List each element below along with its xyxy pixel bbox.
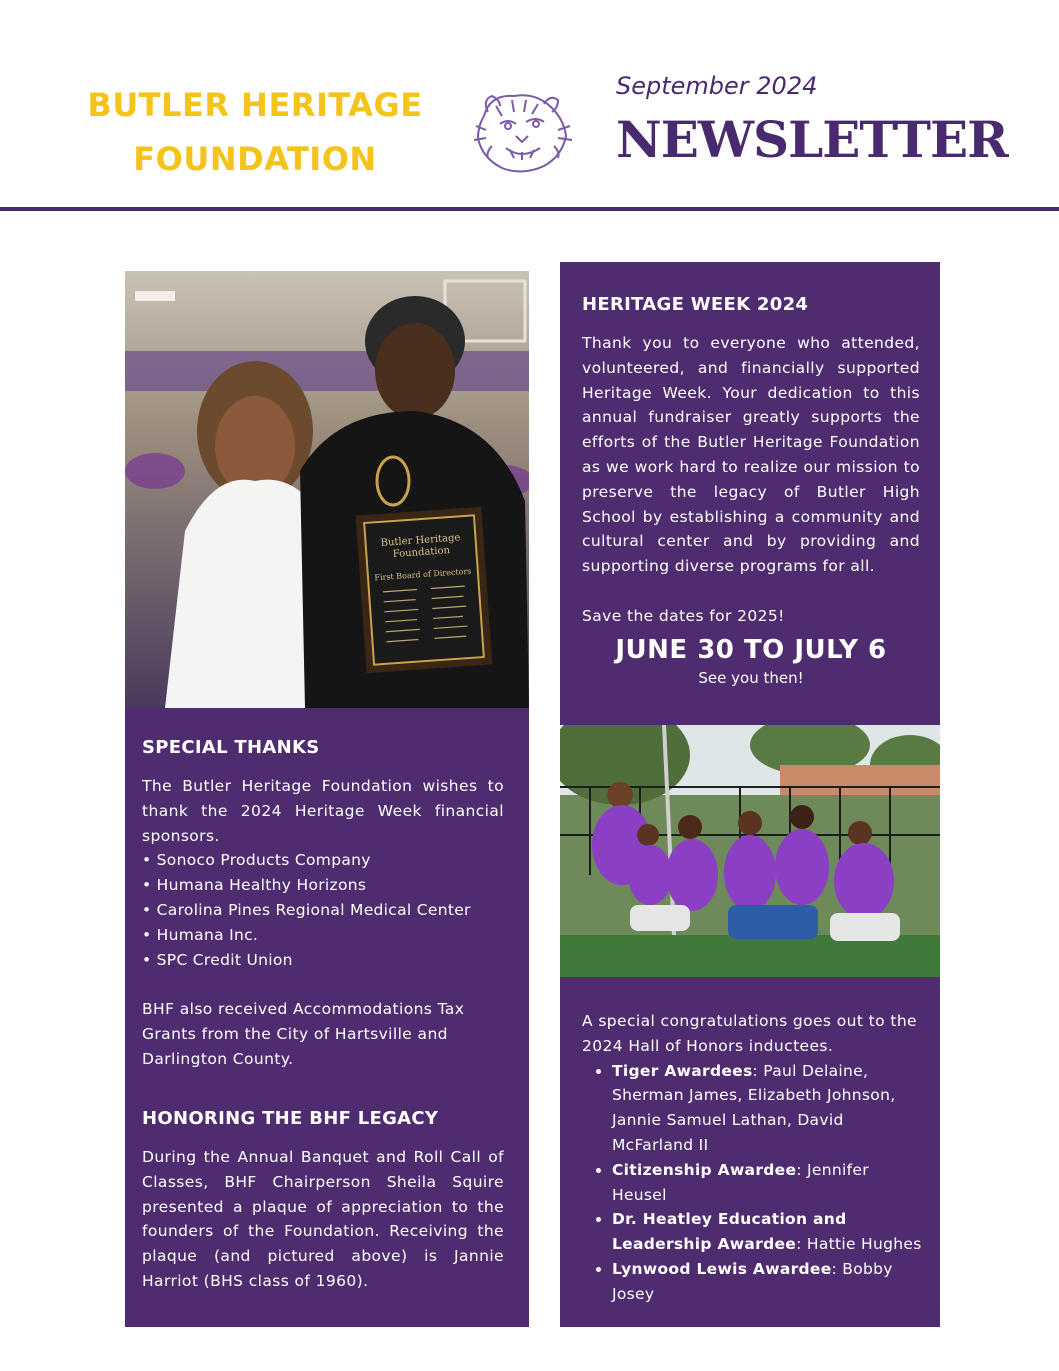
issue-date: September 2024	[616, 72, 818, 100]
award-item	[612, 1059, 922, 1158]
event-dates: JUNE 30 TO JULY 6	[615, 634, 887, 665]
sponsor-item: • Humana Inc.	[142, 925, 259, 944]
award-names: : Bobby Josey	[612, 1259, 893, 1303]
award-title: Tiger Awardees	[612, 1061, 753, 1080]
legacy-section	[142, 1108, 504, 1294]
award-item	[612, 1257, 922, 1307]
congrats-intro: A special congratulations goes out to the 2024 Hall of Honors inductees.	[582, 1012, 917, 1055]
special-thanks-section	[142, 737, 504, 1072]
plaque-photo	[125, 271, 529, 708]
plaque-line-3: First Board of Directors	[374, 566, 472, 583]
award-item	[612, 1207, 922, 1257]
grants-line: BHF also received Accommodations Tax	[142, 1000, 465, 1019]
legacy-body: During the Annual Banquet and Roll Call of Classes, BHF Chairperson Sheila Squire presented a plaque of appreciation to the founders of the Foundation. Receiving the plaque (and pictured above) is Jannie Harriot (BHS class of 1960).	[142, 1148, 504, 1290]
special-thanks-intro: The Butler Heritage Foundation wishes to thank the 2024 Heritage Week financial sponsors.	[142, 777, 504, 845]
sponsor-item: • SPC Credit Union	[142, 950, 293, 969]
organization-name-line-1: BUTLER HERITAGE	[87, 86, 423, 124]
award-title: Citizenship Awardee	[612, 1160, 797, 1179]
grants-line: Darlington County.	[142, 1049, 294, 1068]
organization-name	[60, 78, 450, 186]
header-divider	[0, 207, 1059, 211]
heritage-week-heading: HERITAGE WEEK 2024	[582, 294, 809, 315]
sponsor-list	[142, 848, 504, 972]
special-thanks-heading: SPECIAL THANKS	[142, 737, 320, 758]
heritage-week-section	[582, 294, 920, 687]
organization-name-line-2: FOUNDATION	[133, 140, 377, 178]
newsletter-title: NEWSLETTER	[616, 110, 1008, 169]
plaque-line-2: Foundation	[392, 545, 451, 561]
grants-line: Grants from the City of Hartsville and	[142, 1024, 448, 1043]
hall-of-honors-section	[582, 1009, 922, 1307]
see-you-text: See you then!	[698, 668, 804, 687]
sponsor-item: • Humana Healthy Horizons	[142, 876, 367, 895]
award-names: : Hattie Hughes	[796, 1235, 922, 1254]
award-item	[612, 1158, 922, 1208]
award-title: Lynwood Lewis Awardee	[612, 1259, 832, 1278]
awards-list	[582, 1059, 922, 1307]
heritage-week-body: Thank you to everyone who attended, volunteered, and financially supported Heritage Week. Your dedication to this annual fundraiser greatly supports the efforts of the Butler Heritage Foundation as we work hard to realize our mission to preserve the legacy of Butler High School by establishing a community and cultural center and by providing and supporting diverse programs for all.	[582, 334, 920, 576]
sponsor-item: • Carolina Pines Regional Medical Center	[142, 900, 471, 919]
legacy-heading: HONORING THE BHF LEGACY	[142, 1108, 439, 1129]
award-title: Dr. Heatley Education and Leadership Awardee	[612, 1210, 847, 1254]
sponsor-item: • Sonoco Products Company	[142, 851, 371, 870]
newsletter-header	[0, 0, 1059, 212]
award-names: : Paul Delaine, Sherman James, Elizabeth Johnson, Jannie Samuel Lathan, David McFarland II	[612, 1061, 896, 1154]
group-photo	[560, 725, 940, 977]
award-names: : Jennifer Heusel	[612, 1160, 869, 1204]
plaque-line-1: Butler Heritage	[380, 532, 461, 549]
tiger-head-icon	[466, 86, 576, 176]
grants-note	[142, 997, 504, 1071]
save-dates-text: Save the dates for 2025!	[582, 606, 785, 625]
